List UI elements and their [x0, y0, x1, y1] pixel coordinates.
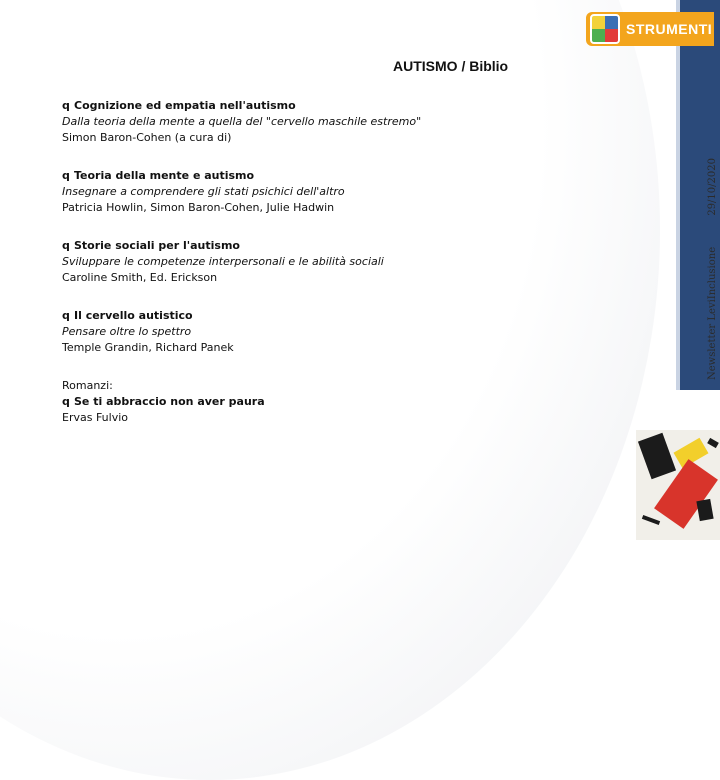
novel-title-line	[62, 394, 662, 410]
strumenti-logo	[586, 12, 714, 46]
book-title-line	[62, 238, 662, 254]
book-title: Cognizione ed empatia nell'autismo	[74, 99, 296, 112]
checkbox-bullet-icon: q	[62, 169, 70, 182]
book-entry	[62, 168, 662, 216]
newsletter-label: Newsletter LeviInclusione	[707, 246, 718, 380]
book-authors: Patricia Howlin, Simon Baron-Cohen, Julie Hadwin	[62, 201, 335, 214]
book-entry	[62, 238, 662, 286]
book-title: Storie sociali per l'autismo	[74, 239, 240, 252]
art-black-block	[638, 433, 676, 479]
page-title: AUTISMO / Biblio	[393, 58, 509, 74]
book-subtitle: Sviluppare le competenze interpersonali e le abilità sociali	[62, 255, 384, 268]
checkbox-bullet-icon: q	[62, 239, 70, 252]
book-subtitle: Dalla teoria della mente a quella del "cervello maschile estremo"	[62, 115, 422, 128]
art-black-bar	[642, 515, 660, 525]
book-list	[62, 98, 662, 426]
book-authors: Simon Baron-Cohen (a cura di)	[62, 131, 232, 144]
book-title-line	[62, 308, 662, 324]
checkbox-bullet-icon: q	[62, 99, 70, 112]
novel-title: Se ti abbraccio non aver paura	[74, 395, 265, 408]
book-subtitle: Insegnare a comprendere gli stati psichici dell'altro	[62, 185, 345, 198]
book-title: Teoria della mente e autismo	[74, 169, 255, 182]
book-authors: Temple Grandin, Richard Panek	[62, 341, 234, 354]
book-entry	[62, 308, 662, 356]
gallery-logo-icon	[590, 14, 620, 44]
date-label: 29/10/2020	[707, 158, 718, 216]
book-authors: Caroline Smith, Ed. Erickson	[62, 271, 218, 284]
checkbox-bullet-icon: q	[62, 309, 70, 322]
art-black-block	[696, 499, 713, 521]
sidebar-vertical-text	[707, 10, 718, 380]
novels-section	[62, 378, 662, 426]
novel-authors: Ervas Fulvio	[62, 411, 128, 424]
book-title-line	[62, 98, 662, 114]
book-subtitle: Pensare oltre lo spettro	[62, 325, 192, 338]
checkbox-bullet-icon: q	[62, 395, 70, 408]
book-entry	[62, 98, 662, 146]
suprematist-artwork-icon	[636, 430, 720, 540]
book-title-line	[62, 168, 662, 184]
art-black-bar	[707, 438, 719, 448]
novels-label: Romanzi:	[62, 379, 113, 392]
logo-text: STRUMENTI	[626, 21, 713, 37]
book-title: Il cervello autistico	[74, 309, 193, 322]
